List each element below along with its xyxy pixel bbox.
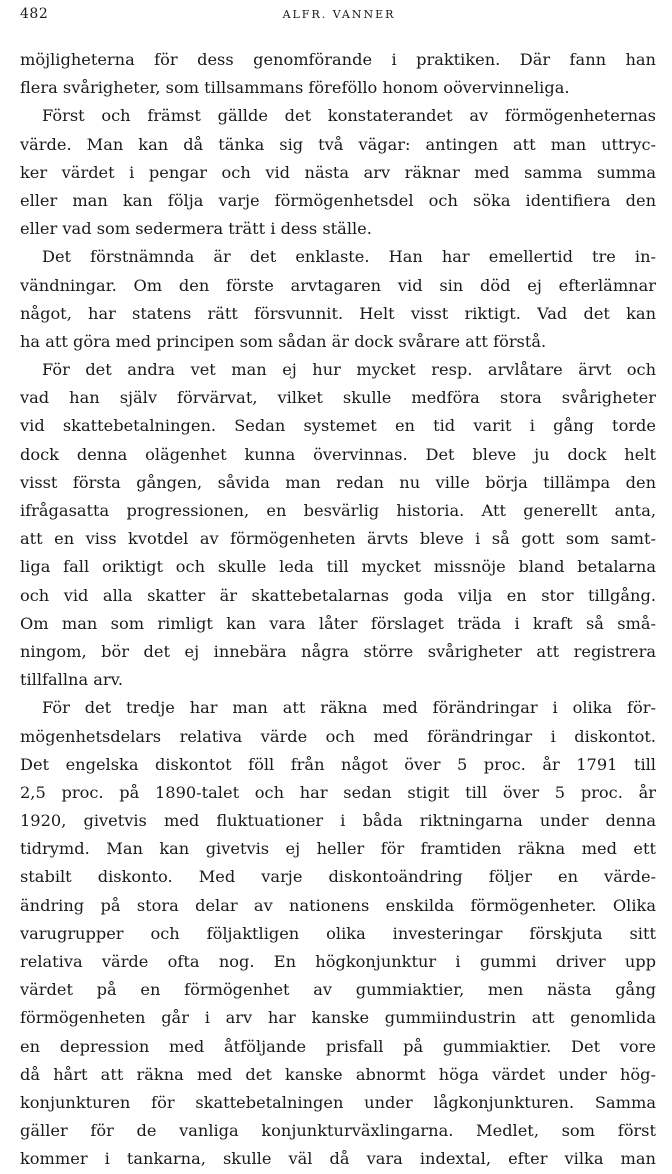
text-line: tillfallna arv. <box>20 670 124 690</box>
text-line: eller vad som sedermera trätt i dess ställe. <box>20 219 372 239</box>
text-line: flera svårigheter, som tillsammans föreföllo honom oövervinneliga. <box>20 78 570 98</box>
text-line: För det tredje har man att räkna med förändringar i olika för- <box>42 698 656 718</box>
text-line: tidrymd. Man kan givetvis ej heller för framtiden räkna med ett <box>20 839 656 859</box>
text-line: ha att göra med principen som sådan är dock svårare att förstå. <box>20 331 547 351</box>
text-line: mögenhetsdelars relativa värde och med förändringar i diskontot. <box>20 726 656 746</box>
text-line: dock denna olägenhet kunna övervinnas. Det bleve ju dock helt <box>20 444 656 464</box>
text-line: liga fall oriktigt och skulle leda till mycket missnöje bland betalarna <box>20 557 656 577</box>
text-line: gäller för de vanliga konjunkturväxlingarna. Medlet, som först <box>20 1121 656 1141</box>
text-line: att en viss kvotdel av förmögenheten ärvts bleve i så gott som samt- <box>20 529 656 549</box>
running-head: ALFR. VANNER <box>282 8 396 21</box>
body-text <box>20 46 656 1174</box>
text-line: 2,5 proc. på 1890-talet och har sedan stigit till över 5 proc. år <box>20 782 656 802</box>
text-line: För det andra vet man ej hur mycket resp. arvlåtare ärvt och <box>42 360 656 380</box>
text-line: vad han själv förvärvat, vilket skulle medföra stora svårigheter <box>20 388 656 408</box>
text-line: ningom, bör det ej innebära några större svårigheter att registrera <box>20 641 656 661</box>
text-line: då hårt att räkna med det kanske abnormt höga värdet under hög- <box>20 1064 656 1084</box>
text-line: vändningar. Om den förste arvtagaren vid sin död ej efterlämnar <box>20 275 656 295</box>
text-line: och vid alla skatter är skattebetalarnas goda vilja en stor tillgång. <box>20 585 656 605</box>
text-line: konjunkturen för skattebetalningen under lågkonjunkturen. Samma <box>20 1092 656 1112</box>
text-line: Det engelska diskontot föll från något över 5 proc. år 1791 till <box>20 754 656 774</box>
text-line: relativa värde ofta nog. En högkonjunktur i gummi driver upp <box>20 952 656 971</box>
text-line: förmögenheten går i arv har kanske gummiindustrin att genomlida <box>20 1008 656 1028</box>
text-line: eller man kan följa varje förmögenhetsdel och söka identifiera den <box>20 190 656 210</box>
text-line: visst första gången, såvida man redan nu ville börja tillämpa den <box>20 472 656 492</box>
page-header <box>20 6 658 28</box>
text-line: vid skattebetalningen. Sedan systemet en tid varit i gång torde <box>20 416 656 436</box>
text-line: värdet på en förmögenhet av gummiaktier, men nästa gång <box>20 980 656 1000</box>
text-line: något, har statens rätt försvunnit. Helt visst riktigt. Vad det kan <box>20 303 656 323</box>
page-number: 482 <box>20 6 49 22</box>
text-line: ändring på stora delar av nationens enskilda förmögenheter. Olika <box>20 895 656 915</box>
text-line: Först och främst gällde det konstaterandet av förmögenheternas <box>42 106 656 126</box>
text-line: varugrupper och följaktligen olika investeringar förskjuta sitt <box>20 923 656 943</box>
text-line: 1920, givetvis med fluktuationer i båda riktningarna under denna <box>20 811 656 831</box>
text-line: stabilt diskonto. Med varje diskontoändring följer en värde- <box>20 867 656 887</box>
text-line: möjligheterna för dess genomförande i praktiken. Där fann han <box>20 50 656 69</box>
text-line: ker värdet i pengar och vid nästa arv räknar med samma summa <box>20 162 656 182</box>
text-line: Det förstnämnda är det enklaste. Han har emellertid tre in- <box>42 247 656 267</box>
text-line: ifrågasatta progressionen, en besvärlig historia. Att generellt anta, <box>20 501 656 520</box>
text-line: Om man som rimligt kan vara låter förslaget träda i kraft så små- <box>20 613 656 633</box>
text-line: en depression med åtföljande prisfall på gummiaktier. Det vore <box>20 1036 656 1056</box>
text-line: värde. Man kan då tänka sig två vägar: antingen att man uttryc- <box>20 134 656 154</box>
text-line: kommer i tankarna, skulle väl då vara indextal, efter vilka man <box>20 1149 656 1169</box>
